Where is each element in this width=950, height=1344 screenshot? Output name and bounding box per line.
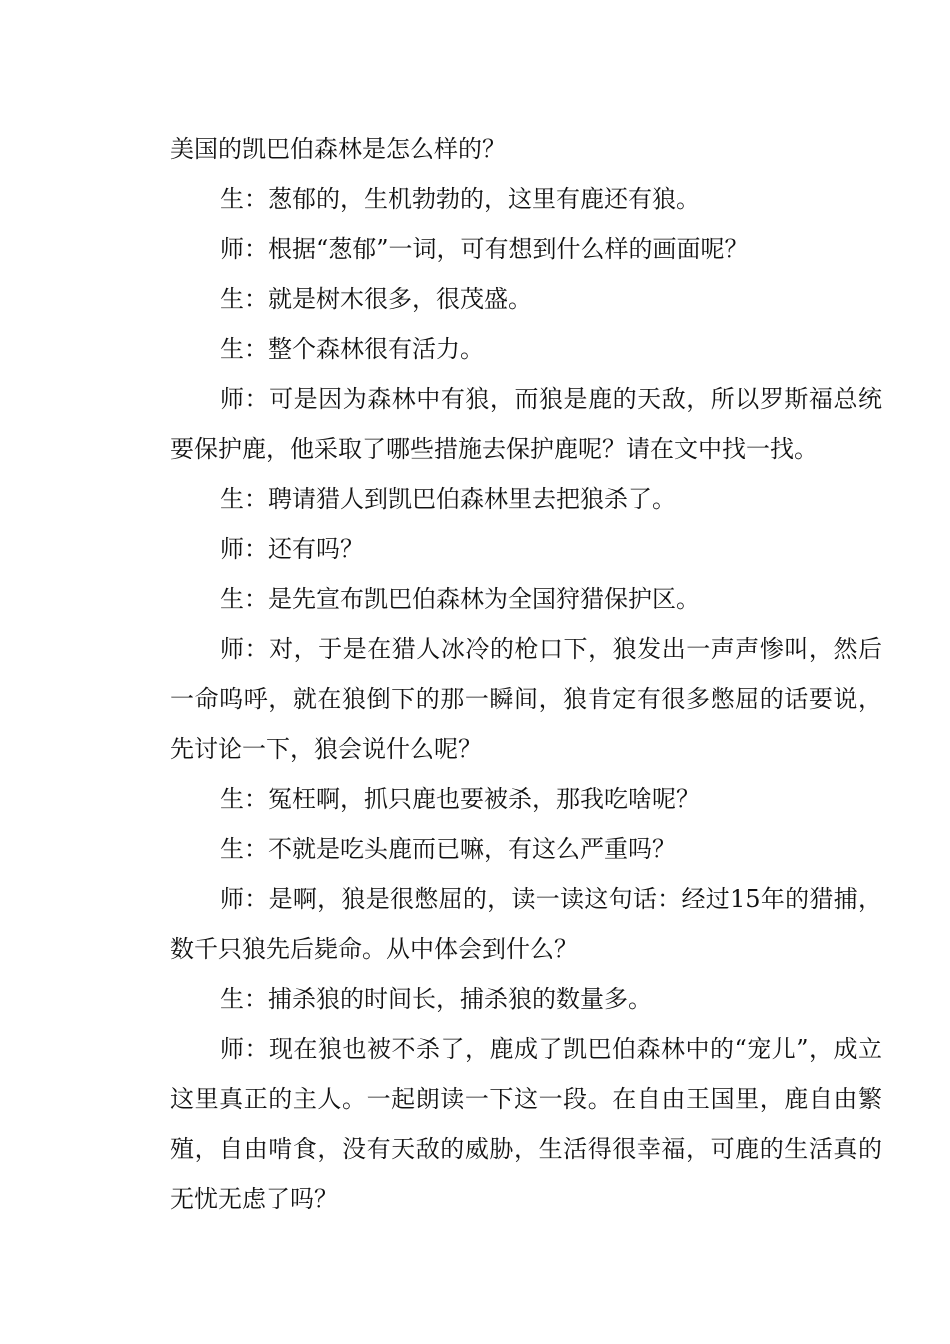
paragraph-teacher-6: 师：现在狼也被不杀了，鹿成了凯巴伯森林中的“宠儿”，成立这里真正的主人。一起朗读一下这一段。在自由王国里，鹿自由繁殖，自由啃食，没有天敌的威胁，生活得很幸福，可鹿的生活真的无忧无虑了吗？ <box>170 1035 882 1213</box>
paragraph-student-6: 生：冤枉啊，抓只鹿也要被杀，那我吃啥呢？ <box>220 785 700 813</box>
paragraph-student-7: 生：不就是吃头鹿而已嘛，有这么严重吗？ <box>220 835 676 863</box>
document-body <box>170 124 882 1224</box>
paragraph-student-5: 生：是先宣布凯巴伯森林为全国狩猎保护区。 <box>220 585 700 613</box>
paragraph-continuation: 美国的凯巴伯森林是怎么样的？ <box>170 135 506 163</box>
paragraph-student-3: 生：整个森林很有活力。 <box>220 335 484 363</box>
paragraph-student-2: 生：就是树木很多，很茂盛。 <box>220 285 532 313</box>
paragraph-teacher-2: 师：可是因为森林中有狼，而狼是鹿的天敌，所以罗斯福总统要保护鹿，他采取了哪些措施去保护鹿呢？请在文中找一找。 <box>170 385 882 463</box>
paragraph-student-1: 生：葱郁的，生机勃勃的，这里有鹿还有狼。 <box>220 185 700 213</box>
paragraph-student-8: 生：捕杀狼的时间长，捕杀狼的数量多。 <box>220 985 652 1013</box>
paragraph-student-4: 生：聘请猎人到凯巴伯森林里去把狼杀了。 <box>220 485 676 513</box>
paragraph-teacher-1: 师：根据“葱郁”一词，可有想到什么样的画面呢？ <box>220 235 749 263</box>
paragraph-teacher-4: 师：对，于是在猎人冰冷的枪口下，狼发出一声声惨叫，然后一命呜呼，就在狼倒下的那一瞬间，狼肯定有很多憋屈的话要说，先讨论一下，狼会说什么呢？ <box>170 635 882 763</box>
paragraph-teacher-5: 师：是啊，狼是很憋屈的，读一读这句话：经过15年的猎捕，数千只狼先后毙命。从中体会到什么？ <box>170 885 882 963</box>
paragraph-teacher-3: 师：还有吗？ <box>220 535 364 563</box>
